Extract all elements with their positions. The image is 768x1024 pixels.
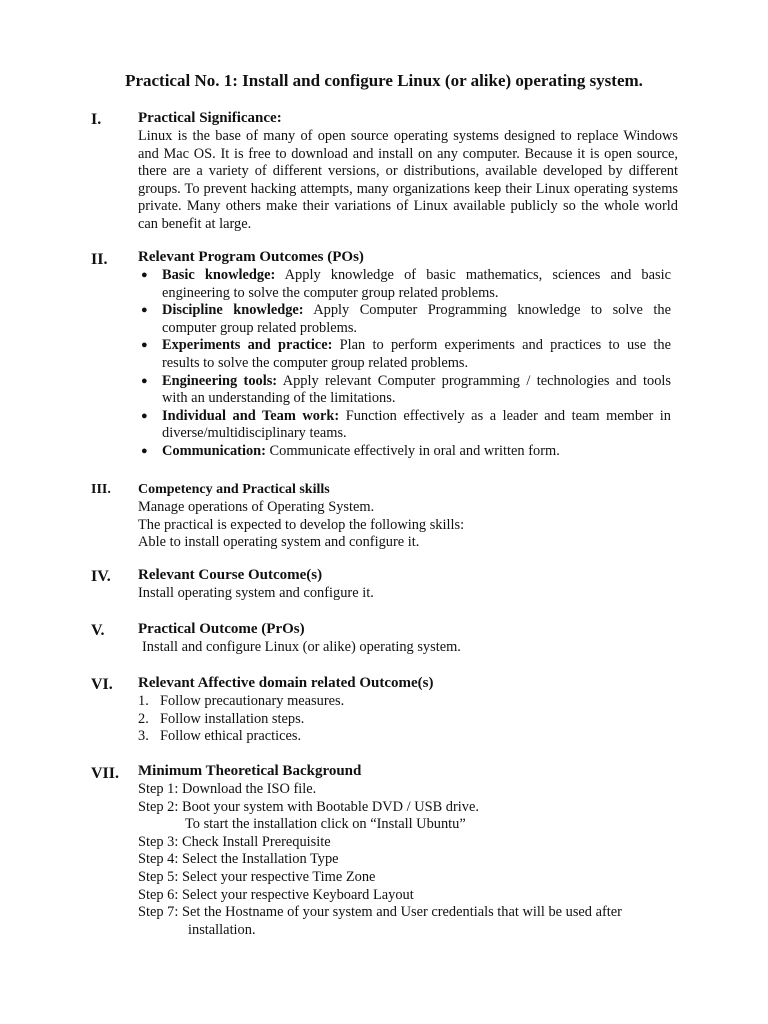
step-line: To start the installation click on “Install Ubuntu” <box>185 816 466 833</box>
page-title: Practical No. 1: Install and configure Linux (or alike) operating system. <box>125 71 643 90</box>
section-paragraph: Install operating system and configure it. <box>138 585 374 601</box>
section-line: Able to install operating system and configure it. <box>138 534 420 551</box>
bullet-icon: ● <box>141 374 148 387</box>
bullet-icon: ● <box>141 269 148 281</box>
section-number-3: III. <box>91 482 111 497</box>
list-item: 3. Follow ethical practices. <box>138 728 302 745</box>
bullet-icon: ● <box>141 444 148 457</box>
step-line: Step 2: Boot your system with Bootable DVD / USB drive. <box>138 798 479 815</box>
section-heading: Practical Outcome (PrOs) <box>138 621 305 637</box>
list-item: ● Individual and Team work: Function effectively as a leader and team member in diverse/multidisciplinary teams. <box>141 407 671 442</box>
affective-list <box>138 693 678 746</box>
section-heading: Competency and Practical skills <box>138 482 330 497</box>
section-practical-significance <box>138 109 678 234</box>
step-line: installation. <box>188 921 256 938</box>
list-item: ● Discipline knowledge: Apply Computer Programming knowledge to solve the computer group related problems. <box>141 302 671 336</box>
section-paragraph: Linux is the base of many of open source operating systems designed to replace Windows and Mac OS. It is free to download and install on any computer. Because it is open source, there are a variety of different versions, or distributions, available developed by different groups. To prevent hacking attempts, many organizations keep their Linux operating systems private. Many others make their variations of Linux available publicly so the whole world can benefit at large. <box>138 128 678 232</box>
section-line: The practical is expected to develop the following skills: <box>138 516 465 533</box>
step-line: Step 1: Download the ISO file. <box>138 781 317 797</box>
list-item: ● Engineering tools: Apply relevant Computer programming / technologies and tools with an understanding of the limitations. <box>141 372 671 407</box>
step-line: Step 3: Check Install Prerequisite <box>138 833 331 850</box>
section-number-6: VI. <box>91 676 113 693</box>
section-theoretical-background <box>138 762 698 939</box>
list-item: ● Experiments and practice: Plan to perform experiments and practices to use the results to solve the computer group related problems. <box>141 337 671 371</box>
step-line: Step 7: Set the Hostname of your system and User credentials that will be used after <box>138 904 622 921</box>
section-line: Manage operations of Operating System. <box>138 499 375 515</box>
step-line: Step 4: Select the Installation Type <box>138 851 339 868</box>
bullet-icon: ● <box>141 304 148 317</box>
list-item: 2. Follow installation steps. <box>138 710 305 727</box>
section-practical-outcome <box>138 620 678 657</box>
bullet-icon: ● <box>141 339 148 352</box>
list-item: 1. Follow precautionary measures. <box>138 693 345 709</box>
section-competency <box>138 480 678 552</box>
po-list <box>138 267 671 461</box>
section-number-2: II. <box>91 251 108 268</box>
section-number-5: V. <box>91 622 105 639</box>
list-item: ● Communication: Communicate effectively in oral and written form. <box>141 442 560 459</box>
step-line: Step 6: Select your respective Keyboard Layout <box>138 886 414 903</box>
section-heading: Minimum Theoretical Background <box>138 763 362 779</box>
section-heading: Relevant Program Outcomes (POs) <box>138 249 364 265</box>
section-affective-outcomes <box>138 674 678 746</box>
section-number-4: IV. <box>91 568 111 585</box>
section-number-7: VII. <box>91 765 120 782</box>
section-program-outcomes <box>138 248 671 461</box>
section-heading: Relevant Affective domain related Outcome(s) <box>138 675 434 691</box>
bullet-icon: ● <box>141 409 148 422</box>
section-course-outcome <box>138 566 678 603</box>
list-item: ● Basic knowledge: Apply knowledge of basic mathematics, sciences and basic engineering to solve the computer group related problems. <box>141 267 671 301</box>
section-heading: Practical Significance: <box>138 110 282 126</box>
section-paragraph: Install and configure Linux (or alike) operating system. <box>142 639 461 655</box>
section-heading: Relevant Course Outcome(s) <box>138 567 323 583</box>
step-line: Step 5: Select your respective Time Zone <box>138 868 376 885</box>
section-number-1: I. <box>91 111 102 128</box>
